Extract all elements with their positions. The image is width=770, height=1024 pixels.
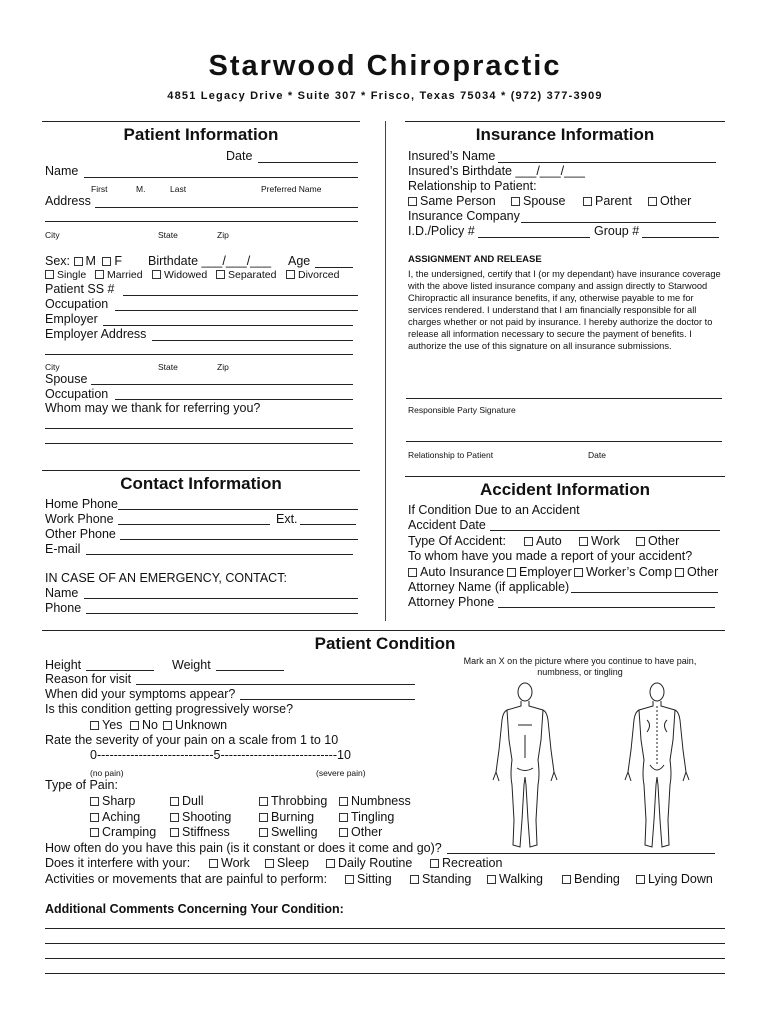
dull-label: Dull [182,794,204,808]
emergency-name-label: Name [45,586,79,600]
relationship-label: Relationship to Patient: [408,179,537,193]
condition-top-rule [42,630,725,631]
throbbing-checkbox[interactable] [259,797,268,806]
accident-date-field[interactable] [490,530,720,531]
group-label: Group # [594,224,640,238]
appear-label: When did your symptoms appear? [45,687,236,701]
rel-other-label: Other [660,194,692,208]
emp-sub-state: State [158,362,178,372]
report-employer[interactable] [507,565,572,579]
work-phone-field[interactable] [118,524,270,525]
spouse-occupation-label: Occupation [45,387,109,401]
practice-address: 4851 Legacy Drive * Suite 307 * Frisco, Texas 75034 * (972) 377-3909 [167,90,603,102]
divorced-checkbox[interactable] [286,270,295,279]
pain-sharp[interactable] [90,794,135,808]
insured-name-label: Insured’s Name [408,149,496,163]
standing-checkbox[interactable] [410,875,419,884]
report-auto-insurance[interactable] [408,565,504,579]
marital-widowed[interactable] [152,269,207,281]
accident-other[interactable] [636,534,679,548]
parent-label: Parent [595,194,632,208]
condition-heading: Patient Condition [314,634,456,653]
sex-m-checkbox[interactable] [74,257,83,266]
worse-unknown-checkbox[interactable] [163,721,172,730]
date-label: Date [226,149,253,163]
age-field[interactable] [315,267,353,268]
name-sub-last: Last [170,184,187,194]
accident-work[interactable] [579,534,620,548]
policy-label: I.D./Policy # [408,224,475,238]
stiffness-label: Stiffness [182,825,230,839]
policy-field[interactable] [478,237,590,238]
accident-work-checkbox[interactable] [579,537,588,546]
how-often-field[interactable] [447,853,715,854]
cramping-checkbox[interactable] [90,828,99,837]
interfere-label: Does it interfere with your: [45,856,191,870]
worse-no[interactable] [130,718,158,732]
rel-other[interactable] [648,194,691,208]
accident-type-label: Type Of Accident: [408,534,506,548]
occupation-label: Occupation [45,297,109,311]
walking-checkbox[interactable] [487,875,496,884]
interfere-recreation[interactable] [430,856,502,870]
sex-label [45,254,122,268]
home-phone-label: Home Phone [45,497,118,511]
patient-top-rule [42,121,360,122]
ss-field[interactable] [123,295,358,296]
lying-down-checkbox[interactable] [636,875,645,884]
accident-auto[interactable] [524,534,562,548]
report-label: To whom have you made a report of your accident? [408,549,693,563]
swelling-label: Swelling [271,825,318,839]
addr-sub-city: City [45,230,60,240]
referral-field-2[interactable] [45,443,353,444]
comments-line-2[interactable] [45,943,725,944]
aching-checkbox[interactable] [90,813,99,822]
attorney-phone-label: Attorney Phone [408,595,495,609]
spouse-rel-label: Spouse [523,194,566,208]
comments-line-1[interactable] [45,928,725,929]
addr-sub-zip: Zip [217,230,229,240]
walking-label: Walking [499,872,543,886]
employer-field[interactable] [103,325,353,326]
birthdate-label: Birthdate ___/___/___ [148,254,272,268]
worse-unknown-label: Unknown [175,718,228,732]
emp-sub-zip: Zip [217,362,229,372]
bending-checkbox[interactable] [562,875,571,884]
body-front-diagram[interactable] [490,680,560,855]
employer-address-label: Employer Address [45,327,147,341]
pain-tingling[interactable] [339,810,394,824]
insured-birthdate-label: Insured’s Birthdate ___/___/___ [408,164,585,178]
email-label: E-mail [45,542,81,556]
pain-other-label: Other [351,825,383,839]
email-field[interactable] [86,554,353,555]
numbness-checkbox[interactable] [339,797,348,806]
tingling-label: Tingling [351,810,395,824]
standing-label: Standing [422,872,472,886]
height-field[interactable] [86,670,154,671]
sex-f-label: F [114,254,123,268]
name-sub-preferred: Preferred Name [261,184,322,194]
daily-routine-checkbox[interactable] [326,859,335,868]
mark-note-2: numbness, or tingling [537,667,623,677]
how-often-label: How often do you have this pain (is it constant or does it come and go)? [45,841,442,855]
date-field[interactable] [258,162,358,163]
report-other-checkbox[interactable] [675,568,684,577]
accident-date-label: Accident Date [408,518,486,532]
insurance-top-rule [405,121,725,122]
auto-insurance-checkbox[interactable] [408,568,417,577]
sex-m-label: M [85,254,96,268]
interfere-sleep[interactable] [265,856,309,870]
pain-burning[interactable] [259,810,314,824]
interfere-daily-routine[interactable] [326,856,412,870]
worse-yes[interactable] [90,718,122,732]
comments-label: Additional Comments Concerning Your Condition: [45,902,344,916]
marital-single[interactable] [45,269,86,281]
accident-info-heading: Accident Information [479,480,650,499]
name-sub-middle: M. [136,184,146,194]
married-label: Married [107,269,143,281]
body-back-diagram[interactable] [622,680,692,855]
worse-yes-label: Yes [102,718,123,732]
spouse-field[interactable] [91,384,353,385]
same-person-label: Same Person [420,194,496,208]
activity-sitting[interactable] [345,872,392,886]
worse-no-label: No [142,718,158,732]
age-label: Age [288,254,311,268]
marital-separated[interactable] [216,269,276,281]
ext-label: Ext. [276,512,298,526]
rel-other-checkbox[interactable] [648,197,657,206]
shooting-label: Shooting [182,810,232,824]
accident-other-checkbox[interactable] [636,537,645,546]
practice-title: Starwood Chiropractic [208,50,562,82]
spouse-occupation-field[interactable] [115,399,353,400]
report-other-label: Other [687,565,719,579]
interfere-work-checkbox[interactable] [209,859,218,868]
separated-label: Separated [228,269,277,281]
emergency-phone-label: Phone [45,601,82,615]
pain-dull[interactable] [170,794,204,808]
emp-sub-city: City [45,362,60,372]
burning-checkbox[interactable] [259,813,268,822]
accident-top-rule [405,476,725,477]
accident-other-label: Other [648,534,680,548]
sex-text: Sex: [45,254,71,268]
company-label: Insurance Company [408,209,520,223]
accident-auto-label: Auto [536,534,562,548]
cramping-label: Cramping [102,825,157,839]
comments-line-3[interactable] [45,958,725,959]
severity-label: Rate the severity of your pain on a scale from 1 to 10 [45,733,339,747]
pain-stiffness[interactable] [170,825,230,839]
activity-lying-down[interactable] [636,872,713,886]
type-pain-label: Type of Pain: [45,778,118,792]
pain-cramping[interactable] [90,825,156,839]
reason-label: Reason for visit [45,672,132,686]
severe-pain-label: (severe pain) [316,768,366,778]
address-field-2[interactable] [45,221,358,222]
interfere-sleep-checkbox[interactable] [265,859,274,868]
worse-no-checkbox[interactable] [130,721,139,730]
group-field[interactable] [642,237,719,238]
pain-numbness[interactable] [339,794,411,808]
height-label: Height [45,658,82,672]
emergency-name-field[interactable] [84,598,358,599]
report-employer-label: Employer [519,565,572,579]
addr-sub-state: State [158,230,178,240]
activity-standing[interactable] [410,872,471,886]
swelling-checkbox[interactable] [259,828,268,837]
sex-f-checkbox[interactable] [102,257,111,266]
contact-info-heading: Contact Information [120,474,282,493]
other-phone-field[interactable] [120,539,358,540]
employer-label: Employer [45,312,98,326]
burning-label: Burning [271,810,315,824]
marital-divorced[interactable] [286,269,339,281]
widowed-checkbox[interactable] [152,270,161,279]
emergency-label: IN CASE OF AN EMERGENCY, CONTACT: [45,571,287,585]
accident-auto-checkbox[interactable] [524,537,533,546]
insurance-info-heading: Insurance Information [475,125,655,144]
dull-checkbox[interactable] [170,797,179,806]
emergency-phone-field[interactable] [86,613,358,614]
weight-field[interactable] [216,670,284,671]
assignment-heading: ASSIGNMENT AND RELEASE [408,254,542,265]
report-employer-checkbox[interactable] [507,568,516,577]
shooting-checkbox[interactable] [170,813,179,822]
weight-label: Weight [172,658,211,672]
signature-label: Responsible Party Signature [408,405,516,415]
attorney-name-label: Attorney Name (if applicable) [408,580,570,594]
relationship-to-patient-label: Relationship to Patient [408,450,494,460]
activity-bending[interactable] [562,872,620,886]
throbbing-label: Throbbing [271,794,328,808]
daily-routine-label: Daily Routine [338,856,413,870]
sharp-checkbox[interactable] [90,797,99,806]
single-checkbox[interactable] [45,270,54,279]
interfere-work-label: Work [221,856,250,870]
name-sub-first: First [91,184,108,194]
worse-yes-checkbox[interactable] [90,721,99,730]
pain-throbbing[interactable] [259,794,327,808]
widowed-label: Widowed [164,269,208,281]
pain-swelling[interactable] [259,825,318,839]
address-field[interactable] [95,207,358,208]
employer-address-field[interactable] [152,340,353,341]
column-divider [385,121,386,621]
signature-date-label: Date [588,450,606,460]
signature-field[interactable] [406,398,722,399]
comments-line-4[interactable] [45,973,725,974]
recreation-checkbox[interactable] [430,859,439,868]
ss-label: Patient SS # [45,282,115,296]
occupation-field[interactable] [115,310,358,311]
same-person-checkbox[interactable] [408,197,417,206]
report-workers-comp[interactable] [574,565,672,579]
stiffness-checkbox[interactable] [170,828,179,837]
tingling-checkbox[interactable] [339,813,348,822]
numbness-label: Numbness [351,794,411,808]
relationship-signature-field[interactable] [406,441,722,442]
pain-other-checkbox[interactable] [339,828,348,837]
aching-label: Aching [102,810,141,824]
attorney-name-field[interactable] [571,592,718,593]
pain-aching[interactable] [90,810,140,824]
report-other[interactable] [675,565,718,579]
spouse-label: Spouse [45,372,88,386]
mark-note-1: Mark an X on the picture where you continue to have pain, [463,656,697,666]
workers-comp-label: Worker’s Comp [586,565,673,579]
work-phone-label: Work Phone [45,512,114,526]
sitting-label: Sitting [357,872,392,886]
married-checkbox[interactable] [95,270,104,279]
auto-insurance-label: Auto Insurance [420,565,505,579]
name-field[interactable] [84,177,358,178]
spouse-checkbox[interactable] [511,197,520,206]
appear-field[interactable] [240,699,415,700]
reason-field[interactable] [136,684,415,685]
divorced-label: Divorced [298,269,340,281]
name-label: Name [45,164,79,178]
pain-shooting[interactable] [170,810,231,824]
rel-same-person[interactable] [408,194,496,208]
separated-checkbox[interactable] [216,270,225,279]
rel-spouse[interactable] [511,194,565,208]
referral-field[interactable] [45,428,353,429]
worse-label: Is this condition getting progressively worse? [45,702,294,716]
sitting-checkbox[interactable] [345,875,354,884]
recreation-label: Recreation [442,856,503,870]
assignment-text: I, the undersigned, certify that I (or my dependant) have insurance coverage with the above listed insurance company and assign directly to Starwood Chiropractic all insurance benefits, if any, otherwise payable to me for services rendered. I understand that I am financially responsible for all charges whether or not paid by insurance. I hereby authorize the doctor to release all information necessary to secure the payment of benefits. I authorize the use of this signature on all insurance submissions. [408,269,721,351]
parent-checkbox[interactable] [583,197,592,206]
address-label: Address [45,194,91,208]
rel-parent[interactable] [583,194,632,208]
other-phone-label: Other Phone [45,527,116,541]
bending-label: Bending [574,872,620,886]
referral-label: Whom may we thank for referring you? [45,401,261,415]
company-field[interactable] [521,222,716,223]
activity-walking[interactable] [487,872,543,886]
attorney-phone-field[interactable] [498,607,715,608]
accident-due-label: If Condition Due to an Accident [408,503,580,517]
single-label: Single [57,269,87,281]
home-phone-field[interactable] [118,509,358,510]
marital-married[interactable] [95,269,143,281]
patient-info-heading: Patient Information [123,125,279,144]
sharp-label: Sharp [102,794,136,808]
worse-unknown[interactable] [163,718,227,732]
severity-scale[interactable]: 0----------------------------5----------------------------10 [90,748,351,762]
workers-comp-checkbox[interactable] [574,568,583,577]
interfere-sleep-label: Sleep [277,856,309,870]
employer-address-field-2[interactable] [45,354,353,355]
insured-name-field[interactable] [498,162,716,163]
lying-down-label: Lying Down [648,872,713,886]
pain-other[interactable] [339,825,382,839]
ext-field[interactable] [300,524,356,525]
contact-top-rule [42,470,360,471]
no-pain-label: (no pain) [90,768,124,778]
interfere-work[interactable] [209,856,250,870]
accident-work-label: Work [591,534,620,548]
activities-label: Activities or movements that are painful to perform: [45,872,328,886]
